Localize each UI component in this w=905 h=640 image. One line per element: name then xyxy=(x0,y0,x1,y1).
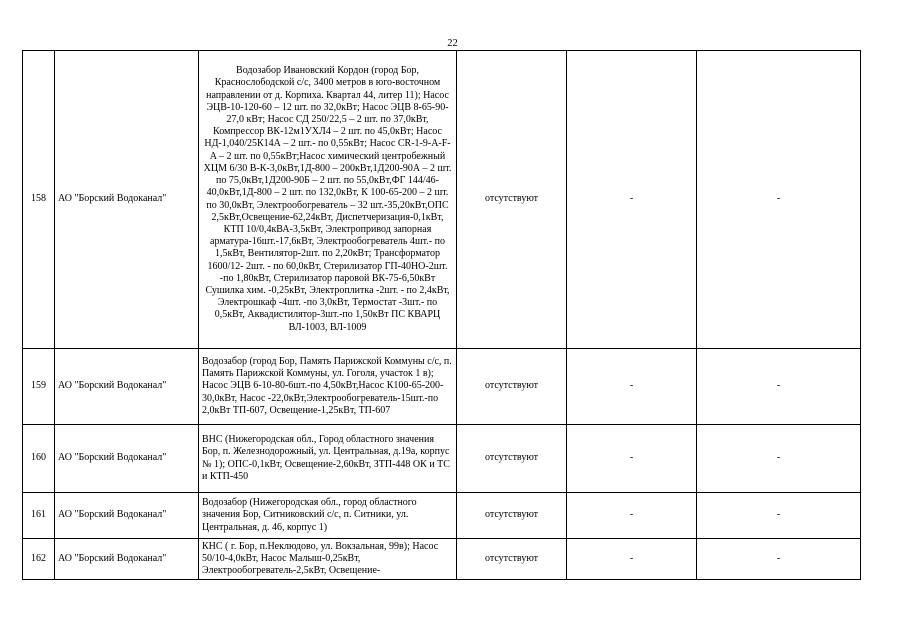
row-number: 158 xyxy=(23,51,55,349)
status-cell: отсутствуют xyxy=(457,425,567,493)
facility-description: КНС ( г. Бор, п.Неклюдово, ул. Вокзальная, 99в); Насос 50/10-4,0кВт, Насос Малыш-0,25кВт, Электрообогреватель-2,5кВт, Освещение- xyxy=(199,539,457,580)
row-number: 159 xyxy=(23,349,55,425)
organization-name: АО "Борский Водоканал" xyxy=(55,349,199,425)
row-number: 160 xyxy=(23,425,55,493)
status-cell: отсутствуют xyxy=(457,349,567,425)
facility-description: ВНС (Нижегородская обл., Город областного значения Бор, п. Железнодорожный, ул. Центральная, д.19а, корпус № 1); ОПС-0,1кВт, Освещение-2,60кВт, ЗТП-448 ОК и ТС и КТП-450 xyxy=(199,425,457,493)
facility-description: Водозабор Ивановский Кордон (город Бор, Краснослободской с/с, 3400 метров в юго-восточном направлении от д. Корпиха. Квартал 44, литер 11); Насос ЭЦВ-10-120-60 – 12 шт. по 32,0кВт; Насос ЭЦВ 8-65-90-27,0 кВт; Насос СД 250/22,5 – 2 шт. по 37,0кВт, Компрессор ВК-12м1УХЛ4 – 2 шт. по 45,0кВт; Насос НД-1,040/25К14А – 2 шт.- по 0,55кВт; Насос CR-1-9-A-F-A – 2 шт. по 0,55кВт;Насос химический центробежный ХЦМ 6/30 В-К-3,0кВт,1Д-800 – 200кВт,1Д200-90А – 2 шт. по 75,0кВт,1Д200-90Б – 2 шт. по 55,0кВт,ФГ 144/46-40,0кВт,1Д-800 – 2 шт. по 132,0кВт, К 100-65-200 – 2 шт. по 30,0кВт, Электрообогреватель – 32 шт.-35,20кВт,ОПС 2,5кВт,Освещение-62,24кВт, Диспетчеризация-0,1кВт, КТП 10/0,4кВА-3,5кВт, Электропривод запорная арматура-16шт.-17,6кВт, Электрообогреватель 4шт.- по 1,5кВт, Вентилятор-2шт. по 2,20кВт; Трансформатор 1600/12- 2шт. - по 60,0кВт, Стерилизатор ГП-40НО-2шт. -по 1,80кВт, Стерилизатор паровой ВК-75-6,50кВт Сушилка хим. -0,25кВт, Электроплитка -2шт. - по 2,4кВт, Электрошкаф -4шт. -по 3,0кВт, Термостат -3шт.- по 0,5кВт, Аквадистилятор-3шт.-по 1,50кВт ПС КВАРЦ ВЛ-1003, ВЛ-1009 xyxy=(199,51,457,349)
status-cell: отсутствуют xyxy=(457,493,567,539)
table-row xyxy=(23,425,861,493)
page-number: 22 xyxy=(447,38,458,49)
status-cell: отсутствуют xyxy=(457,51,567,349)
status-cell: отсутствуют xyxy=(457,539,567,580)
empty-cell: - xyxy=(567,539,697,580)
organization-name: АО "Борский Водоканал" xyxy=(55,539,199,580)
facility-description: Водозабор (Нижегородская обл., город областного значения Бор, Ситниковский с/с, п. Ситники, ул. Центральная, д. 46, корпус 1) xyxy=(199,493,457,539)
empty-cell: - xyxy=(697,425,861,493)
facilities-table xyxy=(22,50,861,580)
empty-cell: - xyxy=(567,493,697,539)
organization-name: АО "Борский Водоканал" xyxy=(55,425,199,493)
table-row xyxy=(23,539,861,580)
row-number: 162 xyxy=(23,539,55,580)
table-row xyxy=(23,349,861,425)
empty-cell: - xyxy=(567,425,697,493)
empty-cell: - xyxy=(697,493,861,539)
organization-name: АО "Борский Водоканал" xyxy=(55,51,199,349)
facility-description: Водозабор (город Бор, Память Парижской Коммуны с/с, п. Память Парижской Коммуны, ул. Гоголя, участок 1 в); Насос ЭЦВ 6-10-80-6шт.-по 4,50кВт,Насос К100-65-200-30,0кВт, Насос -22,0кВт,Электрообогреватель-15шт.-по 2,0кВт ТП-607, Освещение-1,25кВт, ТП-607 xyxy=(199,349,457,425)
empty-cell: - xyxy=(697,51,861,349)
row-number: 161 xyxy=(23,493,55,539)
organization-name: АО "Борский Водоканал" xyxy=(55,493,199,539)
empty-cell: - xyxy=(567,51,697,349)
empty-cell: - xyxy=(697,349,861,425)
table-row xyxy=(23,493,861,539)
empty-cell: - xyxy=(697,539,861,580)
empty-cell: - xyxy=(567,349,697,425)
table-row xyxy=(23,51,861,349)
